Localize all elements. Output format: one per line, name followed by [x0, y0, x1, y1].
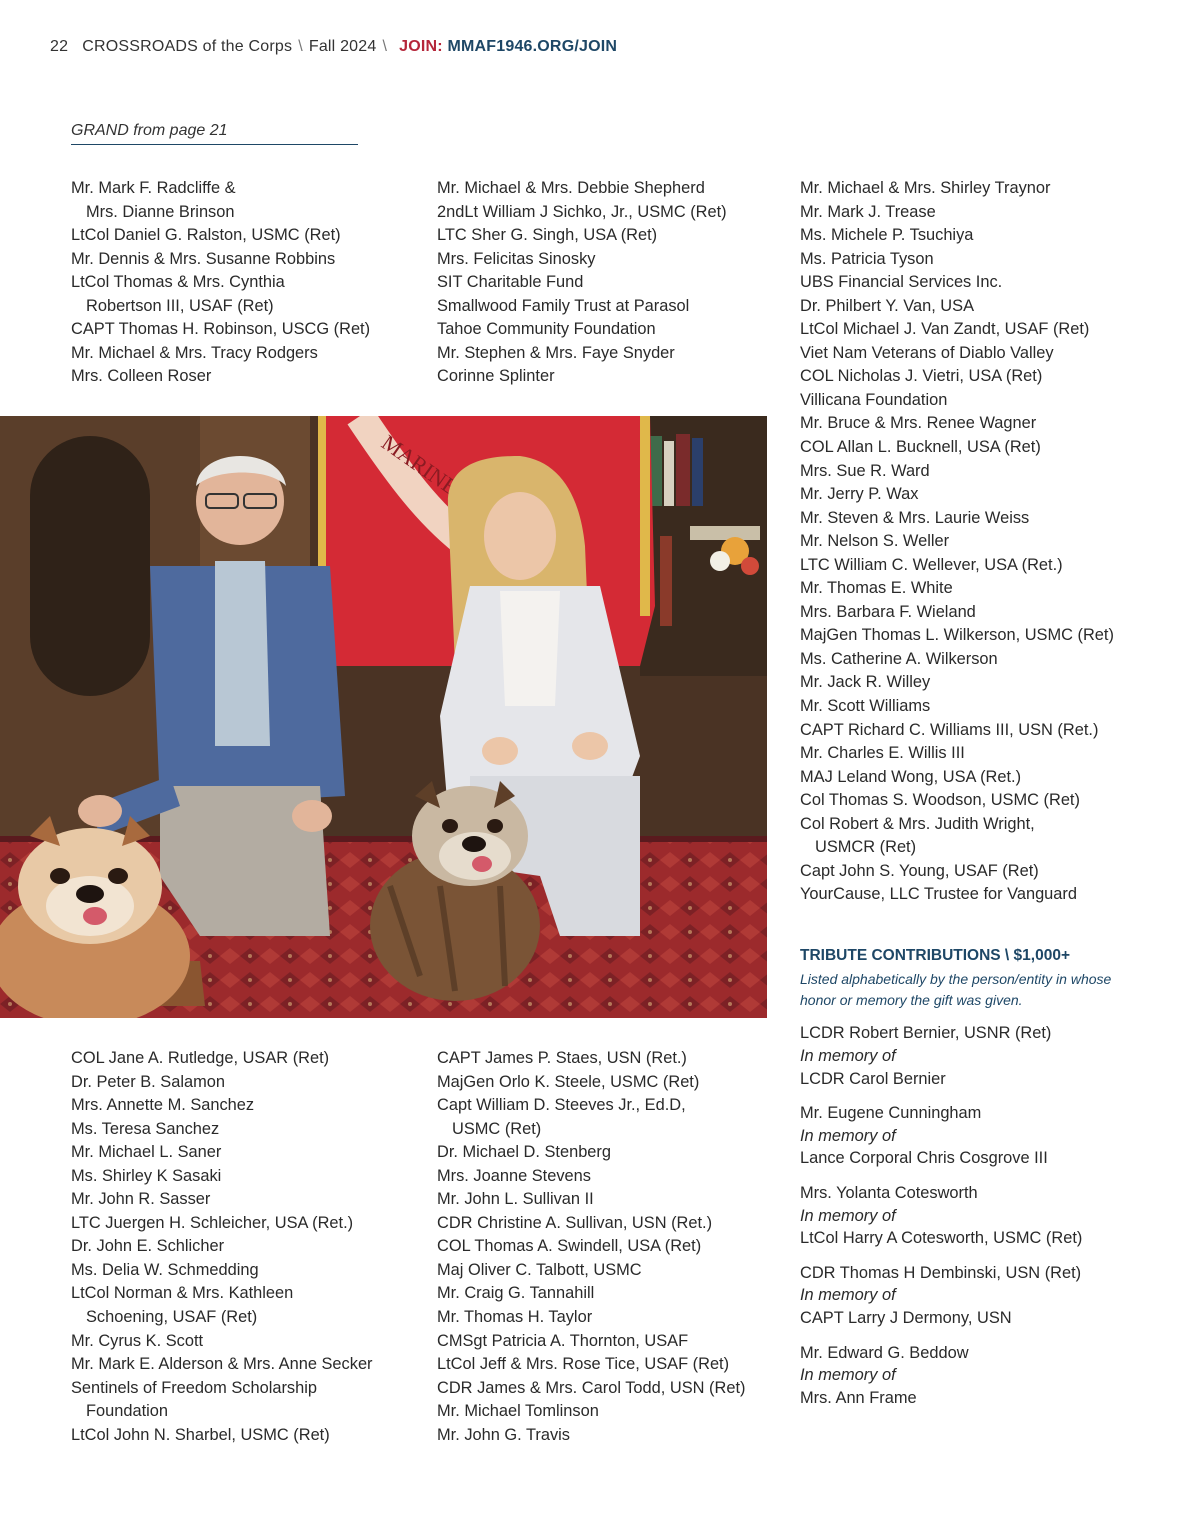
donor-entry	[437, 1047, 745, 1071]
donor-name: Mrs. Annette M. Sanchez	[71, 1096, 255, 1115]
tribute-honoree: CAPT Larry J Dermony, USN	[800, 1309, 1012, 1328]
donor-column-top-middle	[437, 177, 727, 389]
donor-entry	[800, 554, 1114, 578]
donor-name: Ms. Catherine A. Wilkerson	[800, 649, 998, 668]
donor-name: Mr. Dennis & Mrs. Susanne Robbins	[71, 249, 336, 268]
donor-name-continued: Foundation	[86, 1402, 169, 1421]
donor-name: Ms. Shirley K Sasaki	[71, 1166, 222, 1185]
donor-name: Mr. Jack R. Willey	[800, 673, 931, 692]
donor-name: COL Allan L. Bucknell, USA (Ret)	[800, 438, 1041, 457]
donor-entry	[800, 577, 1114, 601]
donor-entry	[437, 342, 727, 366]
donor-name: YourCause, LLC Trustee for Vanguard	[800, 885, 1077, 904]
join-label: JOIN:	[399, 38, 443, 55]
tribute-memorial-label: In memory of	[800, 1206, 896, 1225]
donor-name: Mr. Thomas H. Taylor	[437, 1308, 593, 1327]
donor-column-top-left	[71, 177, 370, 389]
donor-entry	[71, 1141, 373, 1165]
donor-entry	[800, 766, 1114, 790]
donor-name: Corinne Splinter	[437, 367, 555, 386]
page-number: 22	[50, 38, 69, 55]
donor-name: MajGen Orlo K. Steele, USMC (Ret)	[437, 1072, 700, 1091]
donor-entry	[437, 1094, 745, 1141]
tribute-honoree: Lance Corporal Chris Cosgrove III	[800, 1149, 1048, 1168]
donor-entry	[71, 318, 370, 342]
tribute-donor: Mrs. Yolanta Cotesworth	[800, 1183, 978, 1202]
header-separator: \	[298, 38, 303, 55]
donor-name: Dr. John E. Schlicher	[71, 1237, 225, 1256]
donor-name: Mr. Michael & Mrs. Shirley Traynor	[800, 179, 1051, 197]
donor-name: Capt John S. Young, USAF (Ret)	[800, 861, 1039, 880]
donor-name: Mr. John L. Sullivan II	[437, 1190, 594, 1209]
donor-entry	[800, 295, 1114, 319]
tribute-list	[800, 1022, 1082, 1421]
header-separator-2: \	[382, 38, 388, 55]
donor-entry	[71, 177, 370, 224]
donor-name: Mrs. Sue R. Ward	[800, 461, 930, 480]
page-header	[50, 38, 617, 56]
donor-name: Mr. Michael L. Saner	[71, 1143, 222, 1162]
tribute-donor: CDR Thomas H Dembinski, USN (Ret)	[800, 1263, 1082, 1282]
donor-entry	[71, 1118, 373, 1142]
donor-name: Mr. Michael & Mrs. Tracy Rodgers	[71, 343, 318, 362]
donor-name: Ms. Teresa Sanchez	[71, 1119, 220, 1138]
donor-entry	[800, 460, 1114, 484]
donor-entry	[800, 648, 1114, 672]
donor-entry	[437, 1282, 745, 1306]
donor-name: SIT Charitable Fund	[437, 273, 584, 292]
donor-name: CMSgt Patricia A. Thornton, USAF	[437, 1331, 689, 1350]
join-link[interactable]: MMAF1946.ORG/JOIN	[447, 38, 618, 55]
donor-entry	[437, 1306, 745, 1330]
donor-name: CAPT Richard C. Williams III, USN (Ret.)	[800, 720, 1099, 739]
donor-name: Mr. Michael & Mrs. Debbie Shepherd	[437, 179, 705, 197]
tribute-heading: TRIBUTE CONTRIBUTIONS \ $1,000+	[800, 947, 1071, 964]
section-heading: GRAND from page 21	[71, 122, 358, 145]
donor-name: Mr. Cyrus K. Scott	[71, 1331, 204, 1350]
donor-entry	[437, 1400, 745, 1424]
donor-entry	[71, 342, 370, 366]
donor-name: Ms. Michele P. Tsuchiya	[800, 226, 974, 245]
donor-entry	[800, 530, 1114, 554]
donor-entry	[437, 248, 727, 272]
donor-name: Dr. Philbert Y. Van, USA	[800, 296, 975, 315]
donor-entry	[800, 342, 1114, 366]
donor-name: Col Robert & Mrs. Judith Wright,	[800, 814, 1035, 833]
donor-entry	[800, 671, 1114, 695]
donor-entry	[800, 224, 1114, 248]
donor-name: Sentinels of Freedom Scholarship	[71, 1378, 317, 1397]
donor-entry	[800, 742, 1114, 766]
donor-entry	[71, 1424, 373, 1448]
donor-entry	[800, 177, 1114, 201]
publication-name: CROSSROADS of the Corps	[82, 38, 293, 55]
donor-entry	[800, 883, 1114, 907]
donor-name: Mr. Steven & Mrs. Laurie Weiss	[800, 508, 1030, 527]
donor-entry	[800, 624, 1114, 648]
donor-entry	[71, 1330, 373, 1354]
donor-name: CDR James & Mrs. Carol Todd, USN (Ret)	[437, 1378, 746, 1397]
donor-entry	[71, 1235, 373, 1259]
donor-name: Ms. Patricia Tyson	[800, 249, 934, 268]
donor-entry	[800, 412, 1114, 436]
tribute-donor: LCDR Robert Bernier, USNR (Ret)	[800, 1024, 1052, 1042]
donor-name: LTC Juergen H. Schleicher, USA (Ret.)	[71, 1213, 354, 1232]
donor-entry	[437, 1424, 745, 1448]
donor-name: Col Thomas S. Woodson, USMC (Ret)	[800, 791, 1080, 810]
donor-column-right	[800, 177, 1114, 907]
donor-name: Viet Nam Veterans of Diablo Valley	[800, 343, 1054, 362]
donor-entry	[800, 601, 1114, 625]
donor-entry	[800, 248, 1114, 272]
donor-entry	[800, 695, 1114, 719]
tribute-memorial-label: In memory of	[800, 1286, 896, 1305]
donor-name: LtCol Thomas & Mrs. Cynthia	[71, 273, 285, 292]
donor-name: Mr. Bruce & Mrs. Renee Wagner	[800, 414, 1037, 433]
donor-entry	[437, 318, 727, 342]
donor-name: Mr. Mark E. Alderson & Mrs. Anne Secker	[71, 1355, 373, 1374]
donor-name: Smallwood Family Trust at Parasol	[437, 296, 690, 315]
donor-name: Mrs. Colleen Roser	[71, 367, 212, 386]
flag-text: MARINE	[377, 429, 463, 500]
donor-name: Mrs. Barbara F. Wieland	[800, 602, 976, 621]
donor-name: Dr. Peter B. Salamon	[71, 1072, 225, 1091]
donor-entry	[800, 507, 1114, 531]
donor-name: LtCol Norman & Mrs. Kathleen	[71, 1284, 294, 1303]
donor-name: Mr. Mark J. Trease	[800, 202, 936, 221]
tribute-entry	[800, 1182, 1082, 1250]
tribute-memorial-label: In memory of	[800, 1366, 896, 1385]
tribute-subheading: Listed alphabetically by the person/entity in whose honor or memory the gift was given.	[800, 971, 1112, 1008]
donor-name: Mr. Stephen & Mrs. Faye Snyder	[437, 343, 675, 362]
donor-name: Mrs. Felicitas Sinosky	[437, 249, 596, 268]
donor-entry	[800, 813, 1114, 860]
donor-entry	[437, 295, 727, 319]
donor-entry	[71, 1188, 373, 1212]
donor-name: COL Nicholas J. Vietri, USA (Ret)	[800, 367, 1043, 386]
tribute-entry	[800, 1342, 1082, 1410]
donor-entry	[437, 1353, 745, 1377]
donor-name: Ms. Delia W. Schmedding	[71, 1260, 259, 1279]
donor-entry	[437, 365, 727, 389]
donor-name-continued: USMC (Ret)	[452, 1119, 542, 1138]
donor-entry	[71, 365, 370, 389]
donor-name: Mr. Thomas E. White	[800, 579, 953, 598]
tribute-entry	[800, 1262, 1082, 1330]
donor-entry	[800, 271, 1114, 295]
donor-name: Dr. Michael D. Stenberg	[437, 1143, 611, 1162]
donor-entry	[437, 201, 727, 225]
tribute-memorial-label: In memory of	[800, 1126, 896, 1145]
donor-entry	[71, 271, 370, 318]
donor-entry	[71, 1282, 373, 1329]
donor-entry	[71, 224, 370, 248]
tribute-memorial-label: In memory of	[800, 1046, 896, 1065]
donor-name: Mr. Michael Tomlinson	[437, 1402, 599, 1421]
donor-entry	[437, 1165, 745, 1189]
issue-label: Fall 2024	[308, 38, 377, 55]
donor-entry	[71, 1094, 373, 1118]
donor-entry	[437, 1141, 745, 1165]
donor-entry	[71, 1212, 373, 1236]
donor-name: COL Jane A. Rutledge, USAR (Ret)	[71, 1049, 330, 1067]
donor-name: CAPT Thomas H. Robinson, USCG (Ret)	[71, 320, 371, 339]
donor-name: LTC Sher G. Singh, USA (Ret)	[437, 226, 658, 245]
donor-entry	[437, 1377, 745, 1401]
donor-entry	[437, 224, 727, 248]
donor-name: LtCol Daniel G. Ralston, USMC (Ret)	[71, 226, 341, 245]
donor-entry	[800, 201, 1114, 225]
donor-name-continued: USMCR (Ret)	[815, 838, 917, 857]
donor-entry	[71, 248, 370, 272]
donor-name: 2ndLt William J Sichko, Jr., USMC (Ret)	[437, 202, 727, 221]
donor-name: LtCol Jeff & Mrs. Rose Tice, USAF (Ret)	[437, 1355, 730, 1374]
donor-entry	[437, 271, 727, 295]
donor-entry	[71, 1259, 373, 1283]
donor-entry	[800, 719, 1114, 743]
donor-name: UBS Financial Services Inc.	[800, 273, 1003, 292]
donor-name-continued: Mrs. Dianne Brinson	[86, 202, 235, 221]
donor-entry	[800, 365, 1114, 389]
tribute-donor: Mr. Eugene Cunningham	[800, 1103, 982, 1122]
donor-entry	[71, 1071, 373, 1095]
donor-name: Mr. Scott Williams	[800, 697, 931, 716]
donor-entry	[71, 1353, 373, 1377]
donor-entry	[71, 1165, 373, 1189]
donor-name: Mr. Charles E. Willis III	[800, 744, 965, 763]
donor-name: Mr. John G. Travis	[437, 1425, 570, 1444]
donor-entry	[800, 436, 1114, 460]
donor-name: Mrs. Joanne Stevens	[437, 1166, 591, 1185]
donor-entry	[800, 318, 1114, 342]
donor-entry	[437, 1188, 745, 1212]
donor-entry	[71, 1377, 373, 1424]
donor-entry	[437, 1071, 745, 1095]
donor-name: MAJ Leland Wong, USA (Ret.)	[800, 767, 1022, 786]
donor-name: Mr. Nelson S. Weller	[800, 532, 950, 551]
donor-name: Maj Oliver C. Talbott, USMC	[437, 1260, 642, 1279]
donor-entry	[437, 177, 727, 201]
donor-name: Mr. Mark F. Radcliffe &	[71, 179, 236, 197]
donor-column-bottom-left	[71, 1047, 373, 1447]
donor-name: CDR Christine A. Sullivan, USN (Ret.)	[437, 1213, 713, 1232]
donor-name: COL Thomas A. Swindell, USA (Ret)	[437, 1237, 702, 1256]
donor-name: Villicana Foundation	[800, 390, 948, 409]
donor-entry	[800, 860, 1114, 884]
donor-name: Capt William D. Steeves Jr., Ed.D,	[437, 1096, 686, 1115]
donor-name: Tahoe Community Foundation	[437, 320, 656, 339]
donor-name: MajGen Thomas L. Wilkerson, USMC (Ret)	[800, 626, 1114, 645]
donor-name: CAPT James P. Staes, USN (Ret.)	[437, 1049, 687, 1067]
tribute-entry	[800, 1022, 1082, 1090]
donor-entry	[800, 389, 1114, 413]
tribute-honoree: Mrs. Ann Frame	[800, 1389, 917, 1408]
donor-name: Mr. Craig G. Tannahill	[437, 1284, 595, 1303]
donor-entry	[437, 1330, 745, 1354]
donor-name: Mr. Jerry P. Wax	[800, 485, 919, 504]
donor-name: LtCol Michael J. Van Zandt, USAF (Ret)	[800, 320, 1090, 339]
donor-name: LTC William C. Wellever, USA (Ret.)	[800, 555, 1063, 574]
donor-photo	[0, 416, 767, 1018]
tribute-entry	[800, 1102, 1082, 1170]
donor-entry	[800, 483, 1114, 507]
donor-entry	[437, 1212, 745, 1236]
donor-name-continued: Schoening, USAF (Ret)	[86, 1308, 258, 1327]
donor-name: LtCol John N. Sharbel, USMC (Ret)	[71, 1425, 330, 1444]
tribute-donor: Mr. Edward G. Beddow	[800, 1343, 969, 1362]
donor-entry	[800, 789, 1114, 813]
tribute-honoree: LtCol Harry A Cotesworth, USMC (Ret)	[800, 1229, 1083, 1248]
tribute-honoree: LCDR Carol Bernier	[800, 1069, 946, 1088]
donor-entry	[71, 1047, 373, 1071]
donor-name: Mr. John R. Sasser	[71, 1190, 211, 1209]
donor-column-bottom-middle	[437, 1047, 745, 1447]
donor-entry	[437, 1235, 745, 1259]
donor-name-continued: Robertson III, USAF (Ret)	[86, 296, 274, 315]
donor-entry	[437, 1259, 745, 1283]
